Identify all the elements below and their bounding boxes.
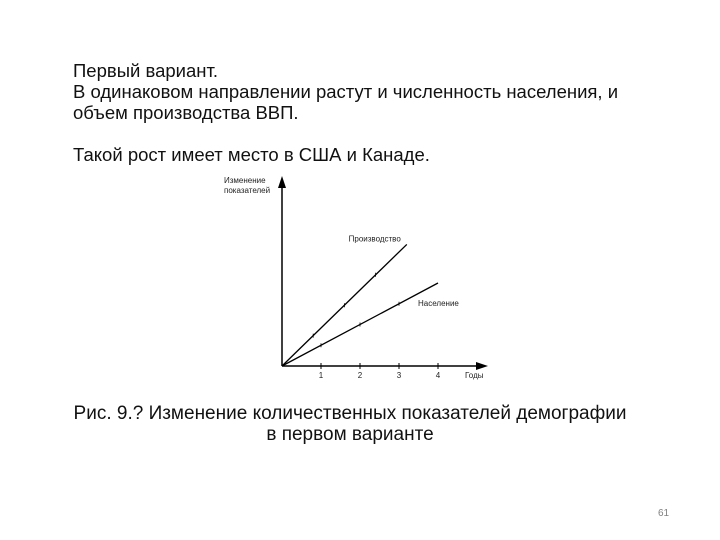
x-axis-label: Годы	[465, 371, 484, 380]
text-line-body-1: В одинаковом направлении растут и численность населения, и	[73, 81, 619, 102]
text-line-countries: Такой рост имеет место в США и Канаде.	[73, 144, 430, 165]
y-axis-label-line: Изменение	[224, 176, 266, 185]
x-tick-label: 4	[435, 371, 441, 380]
production-series-label: Производство	[348, 234, 401, 244]
x-tick-label: 1	[318, 371, 324, 380]
page-number: 61	[658, 508, 670, 519]
x-tick-label: 2	[357, 371, 363, 380]
x-tick-label: 3	[396, 371, 402, 380]
text-line-body-2: объем производства ВВП.	[73, 102, 299, 123]
y-axis-label-line: показателей	[224, 186, 271, 195]
text-line-title: Первый вариант.	[73, 60, 219, 81]
y-axis-arrow	[278, 176, 286, 188]
caption-line-2: в первом варианте	[266, 424, 434, 445]
caption-line-1: Рис. 9.? Изменение количественных показателей демографии	[73, 403, 627, 424]
population-series-label: Население	[418, 299, 459, 309]
figure-caption	[60, 403, 640, 445]
x-axis-arrow	[476, 362, 488, 370]
